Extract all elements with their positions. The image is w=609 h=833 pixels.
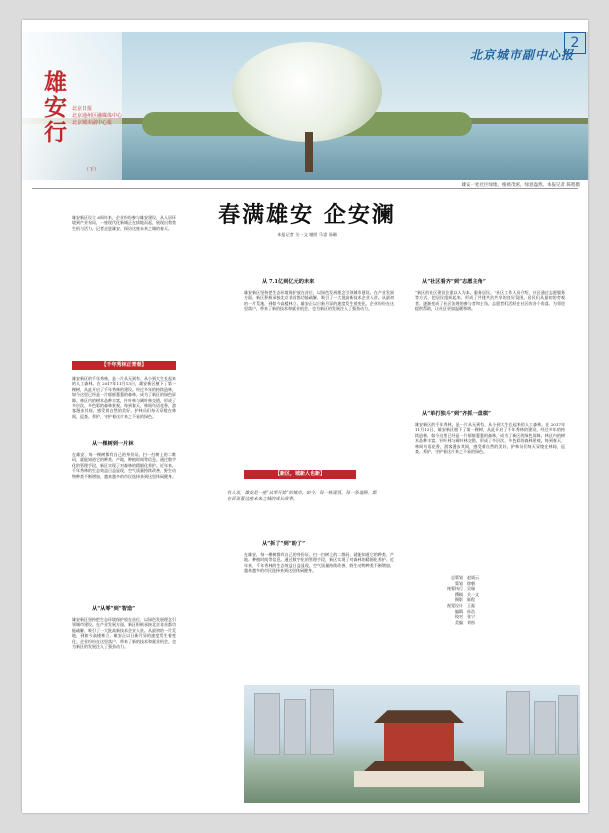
pavilion-roof <box>374 707 464 723</box>
pull-quote: 有人说，雄安是一座“从零开始”的城市。如今，每一栋建筑、每一条道路，都在诉说着这座未来之城的成长故事。 <box>227 491 377 502</box>
pavilion-eave <box>364 761 474 771</box>
divider <box>32 188 578 189</box>
lead-paragraph: 雄安新区设立 6周年来，企业纷纷参与雄安建设，从人居环境到产业布局，一座现代化新城正在拔地而起，展现出勃勃生机与活力。记者走进雄安，探访这座未来之城的春天。 <box>72 215 176 231</box>
tower <box>558 695 578 755</box>
subheading: 从 7.1亿到亿元的未来 <box>262 279 315 285</box>
column-title: 雄安行 <box>44 69 67 146</box>
tree-trunk <box>305 132 313 172</box>
article-column: 雄安新区坚持把生态环境保护放在首位，以绿色发展理念引领城市建设。在产业发展方面，新区积极承接北京非首都功能疏解，吸引了一大批高新技术企业入驻。从最初的一片荒地，到如今高楼林立，雄安正以日新月异的速度发生着变化。企业纷纷在这里落户，带来了新的技术和就业机会，也为新区的发展注入了强劲动力。 <box>72 617 176 650</box>
credit-role: 视觉设计 <box>447 602 463 608</box>
credit-role: 统筹执行 <box>447 586 463 592</box>
credit-name: 陈程 <box>467 597 475 603</box>
pavilion-body <box>384 723 454 763</box>
credit-name: 孙浩 <box>467 608 475 614</box>
column-subtitle-line: 北京城市副中心报 <box>72 120 113 126</box>
subheading: 从一棵树到一片林 <box>92 441 134 447</box>
article-column: 雄安新区的千年秀林，是一片从无到有、从小到大生长起来的人工森林。在 2017年11月13日，雄安新区植下了第一棵树，从此开启了千年秀林的建设。经过多年的持续造林，如今这里已经是一片郁郁葱葱的森林，成为了新区的绿色屏障。林区内的树木品种丰富，针叶林与阔叶林交错，形成了多层次、多色彩的森林景观。每到春天，林间鸟语花香，游客漫步其间，感受着自然的美好。护林员们每天穿梭在林间，巡查、养护，守护着这片来之不易的绿色。 <box>72 376 176 419</box>
blossom-tree <box>232 42 382 142</box>
column-subtitle-line: 北京通州区融媒体中心 <box>72 113 123 119</box>
tower <box>506 691 530 755</box>
page-number: 2 <box>564 32 586 54</box>
credit-role: 美编 <box>455 619 463 625</box>
credit-role: 摄影 <box>455 597 463 603</box>
tower <box>310 689 334 755</box>
pavilion-photo <box>244 685 580 803</box>
credit-name: 王磊 <box>467 602 475 608</box>
tower <box>254 693 280 755</box>
column-subtitle-line: 北京日报 <box>72 106 93 112</box>
article-column: 雄安新区坚持把生态环境保护放在首位，以绿色发展理念引领城市建设。在产业发展方面，新区积极承接北京非首都功能疏解，吸引了一大批高新技术企业入驻。从最初的一片荒地，到如今高楼林立，雄安正以日新月异的速度发生着变化。企业纷纷在这里落户，带来了新的技术和就业机会，也为新区的发展注入了强劲动力。 <box>244 290 394 312</box>
credit-role: 校对 <box>455 614 463 620</box>
article-column: 雄安新区的千年秀林，是一片从无到有、从小到大生长起来的人工森林。在 2017年11月13日，雄安新区植下了第一棵树，从此开启了千年秀林的建设。经过多年的持续造林，如今这里已经是一片郁郁葱葱的森林，成为了新区的绿色屏障。林区内的树木品种丰富，针叶林与阔叶林交错，形成了多层次、多色彩的森林景观。每到春天，林间鸟语花香，游客漫步其间，感受着自然的美好。护林员们每天穿梭在林间，巡查、养护，守护着这片来之不易的绿色。 <box>415 422 565 455</box>
subheading: 从“单打独斗”到“齐抓一盘棋” <box>422 411 491 417</box>
subheading: 从“拆了”到“盼了” <box>262 541 306 547</box>
tower <box>284 699 306 755</box>
credit-name: 关一文 <box>467 591 479 597</box>
credit-role: 总策划 <box>451 575 463 580</box>
credits-box <box>415 575 535 625</box>
credit-role: 撰稿 <box>455 591 463 597</box>
section-label: 【新区，城新人也新】 <box>244 470 356 479</box>
newspaper-page <box>22 20 588 813</box>
masthead-illustration <box>22 32 588 180</box>
column-subtitle <box>72 106 130 127</box>
byline: 本报记者 关一文 谢照 马睿 汤珊 <box>277 232 337 237</box>
article-column: 在雄安，每一棵树都有自己的身份证。扫一扫树上的二维码，就能知道它的种类、产地、种植时间等信息。通过数字化的管理手段，新区实现了对森林的精细化养护。近年来，千年秀林的生态效益日益显现，空气质量持续改善，野生动物种类不断增加，越来越多的市民选择来到这里休闲健身。 <box>72 452 176 479</box>
credit-role: 编辑 <box>455 608 463 614</box>
pavilion-terrace <box>354 771 484 787</box>
credit-name: 吴瑞 <box>467 586 475 592</box>
credit-row <box>415 620 535 626</box>
photo-caption: 雄安一处社区绿地，植被茂密，绿意盎然。本报记者 陈程摄 <box>461 183 580 188</box>
article-column: 在雄安，每一棵树都有自己的身份证。扫一扫树上的二维码，就能知道它的种类、产地、种植时间等信息。通过数字化的管理手段，新区实现了对森林的精细化养护。近年来，千年秀林的生态效益日益显现，空气质量持续改善，野生动物种类不断增加，越来越多的市民选择来到这里休闲健身。 <box>244 552 394 574</box>
subheading: 从“社区看齐”到“志愿主角” <box>422 279 486 285</box>
credit-name: 赵靖云 <box>467 575 479 580</box>
tower <box>534 701 556 755</box>
article-column: “新区的社区建设注重以人为本，服务居民。”社区工作人员介绍，社区通过志愿服务等方式，把居民组织起来，形成了共建共治共享的良好氛围。居民们从最初的旁观者，逐渐变成了社区治理的参与者和主角。志愿者们活跃在社区的各个角落，为邻里提供帮助，让社区更加温暖和谐。 <box>415 290 565 312</box>
credit-role: 策划 <box>455 580 463 586</box>
column-issue: （下） <box>84 167 100 173</box>
section-label: 【千年秀林正青春】 <box>72 361 176 370</box>
credit-name: 徐朝 <box>467 580 475 586</box>
headline: 春满雄安 企安澜 <box>218 202 396 228</box>
credit-name: 张宁 <box>467 614 475 620</box>
credit-name: 刘彤 <box>467 619 475 625</box>
publication-name: 北京城市副中心报 <box>469 48 574 62</box>
subheading: 从“从零”到“智造” <box>92 606 136 612</box>
